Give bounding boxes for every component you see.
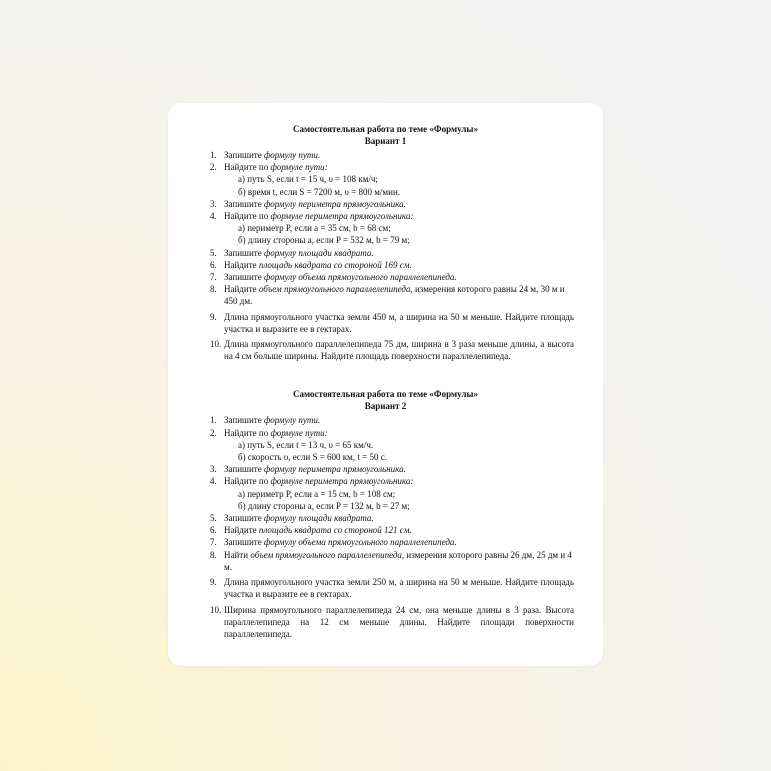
task-text bbox=[224, 272, 457, 282]
italic-term: объем прямоугольного параллелепипеда bbox=[258, 284, 411, 295]
task-number: 9. bbox=[210, 577, 217, 588]
italic-term: формулу объема прямоугольного параллелепипеда. bbox=[263, 537, 457, 548]
task-text-part: Запишите bbox=[224, 464, 264, 475]
task-text-part: Найдите по bbox=[224, 476, 271, 487]
task-text-part: Запишите bbox=[224, 247, 264, 258]
variant-title: Вариант 2 bbox=[364, 401, 407, 412]
task-text bbox=[224, 211, 413, 221]
task-text bbox=[224, 150, 320, 160]
task-number: 5. bbox=[210, 513, 217, 524]
task-number: 8. bbox=[210, 284, 217, 295]
task-item bbox=[210, 524, 574, 536]
task-item bbox=[210, 427, 574, 464]
task-item bbox=[210, 338, 574, 362]
task-text-part: Запишите bbox=[224, 415, 264, 426]
task-number: 3. bbox=[210, 198, 217, 209]
task-number: 2. bbox=[210, 162, 217, 173]
task-item bbox=[210, 247, 574, 259]
italic-term: формулу пути. bbox=[263, 150, 321, 160]
task-number: 2. bbox=[210, 427, 217, 438]
task-text bbox=[224, 428, 328, 438]
task-list bbox=[168, 149, 603, 362]
task-text bbox=[224, 415, 320, 425]
task-text-part: Запишите bbox=[224, 513, 264, 524]
task-text bbox=[224, 577, 574, 599]
task-number: 7. bbox=[210, 537, 217, 548]
task-number: 8. bbox=[210, 549, 217, 560]
subtask: б) длину стороны a, если P = 532 м, b = 79 м; bbox=[238, 235, 410, 246]
task-text-part: Найдите bbox=[224, 284, 259, 295]
task-text-part: , измерения которого равны 26 дм, 25 дм и 4 м. bbox=[224, 549, 572, 572]
task-text bbox=[224, 550, 572, 572]
subtask: б) скорость υ, если S = 600 км, t = 50 с. bbox=[238, 452, 387, 463]
task-text-part: Длина прямоугольного параллелепипеда 75 дм, ширина в 3 раза меньше длины, а высота на 4 см больше ширины. Найдите площадь поверхности параллелепипеда. bbox=[224, 339, 574, 362]
task-item bbox=[210, 512, 574, 524]
task-item bbox=[210, 463, 574, 475]
task-item bbox=[210, 576, 574, 600]
task-number: 4. bbox=[210, 476, 217, 487]
italic-term: формулу периметра прямоугольника. bbox=[263, 464, 406, 475]
task-text-part: Запишите bbox=[224, 150, 264, 160]
variant-section bbox=[168, 388, 603, 640]
worksheet-title: Самостоятельная работа по теме «Формулы» bbox=[293, 124, 478, 134]
subtask: а) периметр P, если a = 15 см, b = 108 см; bbox=[238, 488, 396, 499]
task-text-part: Найти bbox=[224, 549, 251, 560]
task-item bbox=[210, 311, 574, 335]
italic-term: формулу периметра прямоугольника. bbox=[263, 198, 406, 209]
task-item bbox=[210, 198, 574, 210]
italic-term: формуле пути: bbox=[270, 427, 328, 438]
variant-title: Вариант 1 bbox=[364, 136, 407, 146]
italic-term: площадь квадрата со стороной 121 см. bbox=[258, 525, 412, 536]
task-text-part: Найдите по bbox=[224, 211, 271, 222]
document-card bbox=[168, 103, 603, 666]
italic-term: формулу объема прямоугольного параллелепипеда. bbox=[263, 272, 457, 283]
task-text-part: Найдите bbox=[224, 259, 259, 270]
italic-term: формуле периметра прямоугольника: bbox=[270, 476, 414, 487]
task-text bbox=[224, 339, 574, 361]
task-text bbox=[224, 199, 406, 209]
task-number: 5. bbox=[210, 247, 217, 258]
task-number: 1. bbox=[210, 150, 217, 160]
task-text-part: , измерения которого равны 24 м, 30 м и 450 дм. bbox=[224, 284, 565, 307]
task-text bbox=[224, 260, 412, 270]
italic-term: формулу площади квадрата. bbox=[263, 513, 374, 524]
subtask: а) путь S, если t = 15 ч, υ = 108 км/ч; bbox=[238, 174, 378, 185]
task-number: 6. bbox=[210, 259, 217, 270]
task-list bbox=[168, 414, 603, 640]
task-text-part: Длина прямоугольного участка земли 450 м, а ширина на 50 м меньше. Найдите площадь участка и выразите ее в гектарах. bbox=[224, 311, 574, 334]
task-item bbox=[210, 536, 574, 548]
task-text-part: Длина прямоугольного участка земли 250 м, а ширина на 50 м меньше. Найдите площадь участка и выразите ее в гектарах. bbox=[224, 577, 574, 600]
task-text bbox=[224, 476, 413, 486]
task-number: 10. bbox=[210, 339, 222, 350]
task-text bbox=[224, 284, 565, 306]
task-item bbox=[210, 475, 574, 512]
task-item bbox=[210, 549, 574, 573]
task-number: 10. bbox=[210, 604, 222, 615]
italic-term: площадь квадрата со стороной 169 см. bbox=[258, 259, 412, 270]
task-text-part: Найдите по bbox=[224, 427, 271, 438]
task-number: 9. bbox=[210, 311, 217, 322]
subtask: б) длину стороны a, если P = 132 м, b = 27 м; bbox=[238, 500, 410, 511]
task-text-part: Найдите bbox=[224, 525, 259, 536]
task-item bbox=[210, 161, 574, 198]
subtask: а) путь S, если t = 13 ч, υ = 65 км/ч. bbox=[238, 439, 374, 450]
task-item bbox=[210, 271, 574, 283]
task-number: 6. bbox=[210, 525, 217, 536]
italic-term: формулу пути. bbox=[263, 415, 321, 426]
subtask: б) время t, если S = 7200 м, υ = 800 м/мин. bbox=[238, 186, 401, 197]
task-number: 1. bbox=[210, 415, 217, 426]
task-text bbox=[224, 162, 328, 172]
task-item bbox=[210, 414, 574, 426]
task-item bbox=[210, 259, 574, 271]
task-number: 4. bbox=[210, 211, 217, 222]
task-text bbox=[224, 525, 412, 535]
task-number: 7. bbox=[210, 272, 217, 283]
italic-term: формуле пути: bbox=[270, 162, 328, 173]
task-number: 3. bbox=[210, 464, 217, 475]
task-text-part: Запишите bbox=[224, 272, 264, 283]
subtask: а) периметр P, если a = 35 см, b = 68 см; bbox=[238, 223, 391, 234]
task-text bbox=[224, 513, 374, 523]
task-text bbox=[224, 537, 457, 547]
worksheet-title: Самостоятельная работа по теме «Формулы» bbox=[293, 389, 478, 400]
task-text bbox=[224, 248, 374, 258]
task-text-part: Найдите по bbox=[224, 162, 271, 173]
italic-term: формуле периметра прямоугольника: bbox=[270, 211, 414, 222]
task-text bbox=[224, 464, 406, 474]
task-text-part: Запишите bbox=[224, 537, 264, 548]
task-text-part: Запишите bbox=[224, 198, 264, 209]
task-item bbox=[210, 604, 574, 641]
italic-term: объем прямоугольного параллелепипеда bbox=[250, 549, 402, 560]
task-item bbox=[210, 210, 574, 247]
task-item bbox=[210, 283, 574, 307]
task-item bbox=[210, 149, 574, 161]
task-text bbox=[224, 312, 574, 334]
variant-section bbox=[168, 123, 603, 362]
task-text-part: Ширина прямоугольного параллелепипеда 24 см, она меньше длины в 3 раза. Высота параллелепипеда на 12 см меньше длины. Найдите площади поверхности параллелепипеда. bbox=[224, 604, 574, 639]
italic-term: формулу площади квадрата. bbox=[263, 247, 374, 258]
worksheet bbox=[168, 123, 603, 666]
task-text bbox=[224, 605, 574, 639]
